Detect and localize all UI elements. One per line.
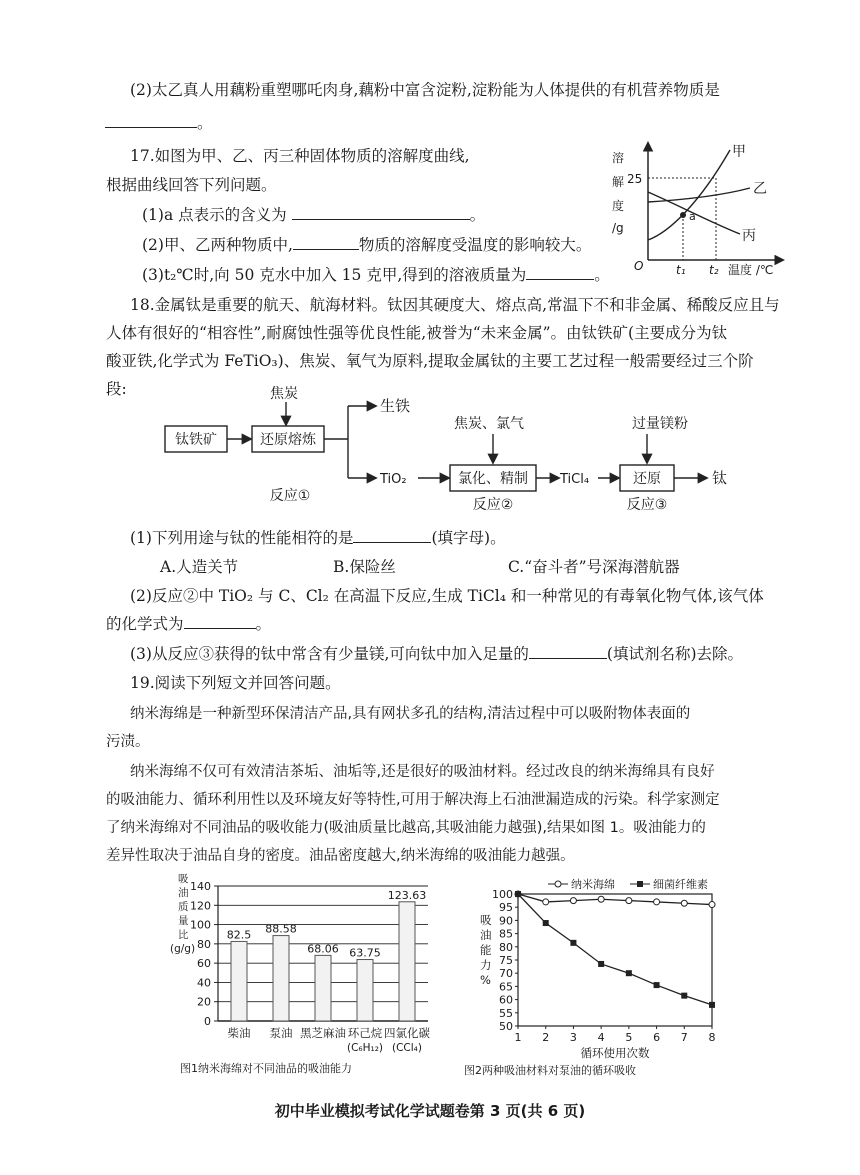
ylabel-3: 度 bbox=[612, 199, 625, 213]
y-tick-label: 100 bbox=[492, 888, 513, 901]
data-point-series-1 bbox=[515, 891, 521, 897]
q18-p3-text: (3)从反应③获得的钛中常含有少量镁,可向钛中加入足量的 bbox=[130, 645, 529, 663]
figure2-line-chart bbox=[460, 872, 740, 1082]
x-tick-label: 3 bbox=[569, 1031, 577, 1044]
option-a: A.人造关节 bbox=[160, 558, 239, 576]
y-axis-label-char: (g/g) bbox=[170, 943, 196, 955]
q16-answer-line bbox=[105, 113, 213, 133]
y-axis-label-char: 量 bbox=[178, 915, 189, 927]
data-point-series-1 bbox=[681, 993, 687, 999]
y-tick-label: 75 bbox=[499, 954, 513, 967]
solubility-curve-graph bbox=[600, 140, 800, 285]
reaction-1-label: 反应① bbox=[269, 488, 311, 504]
q18-part2-line2 bbox=[106, 614, 271, 634]
q17-intro-2: 根据曲线回答下列问题。 bbox=[106, 176, 277, 194]
x-tick-label: 4 bbox=[597, 1031, 605, 1044]
data-point-series-0 bbox=[626, 898, 632, 904]
y-axis-label-char: 能 bbox=[480, 943, 492, 957]
x-tick-sublabel: (C₆H₁₂) bbox=[346, 1042, 384, 1054]
q17-p1-text: (1)a 点表示的含义为 bbox=[142, 206, 287, 224]
origin-label: O bbox=[634, 259, 644, 273]
label-t2: t₂ bbox=[709, 263, 719, 277]
data-point-series-1 bbox=[626, 970, 632, 976]
q18-p1-post: (填字母)。 bbox=[431, 529, 506, 547]
period: 。 bbox=[469, 206, 486, 224]
q19-para2-l1: 纳米海绵不仅可有效清洁茶垢、油垢等,还是很好的吸油材料。经过改良的纳米海绵具有良好 bbox=[130, 764, 715, 780]
answer-blank[interactable] bbox=[353, 528, 431, 543]
point-a bbox=[680, 212, 686, 218]
plot-frame bbox=[518, 894, 712, 1026]
y-tick-label: 80 bbox=[197, 937, 211, 951]
q19-para2-l3: 了纳米海绵对不同油品的吸收能力(吸油质量比越高,其吸油能力越强),结果如图 1。吸油能力的 bbox=[106, 820, 706, 836]
x-tick-label: 柴油 bbox=[227, 1026, 251, 1040]
titanium-process-flow bbox=[150, 378, 750, 518]
y-tick-label: 20 bbox=[197, 995, 211, 1009]
bar bbox=[315, 955, 331, 1021]
answer-blank[interactable] bbox=[293, 235, 359, 250]
label-t1: t₁ bbox=[676, 263, 686, 277]
x-tick-label: 7 bbox=[680, 1031, 688, 1044]
bar-value-label: 123.63 bbox=[387, 888, 427, 902]
data-point-series-1 bbox=[709, 1002, 715, 1008]
label-jia: 甲 bbox=[732, 144, 746, 160]
answer-blank[interactable] bbox=[184, 614, 256, 629]
q17-part2 bbox=[142, 235, 591, 255]
y-tick-label: 140 bbox=[190, 880, 211, 893]
bar-value-label: 88.58 bbox=[265, 922, 297, 936]
y-axis-label-char: 油 bbox=[480, 928, 492, 942]
q17-p2-post: 物质的溶解度受温度的影响较大。 bbox=[358, 236, 592, 254]
mg-label: 过量镁粉 bbox=[632, 416, 688, 432]
q18-line-1: 18.金属钛是重要的航天、航海材料。钛因其硬度大、熔点高,常温下不和非金属、稀酸反应且与 bbox=[130, 296, 780, 314]
q18-p3-post: (填试剂名称)去除。 bbox=[606, 645, 743, 663]
x-tick-label: 8 bbox=[708, 1031, 716, 1044]
ylabel-4: /g bbox=[612, 221, 624, 235]
label-bing: 丙 bbox=[742, 228, 756, 244]
reduce-label: 还原 bbox=[633, 471, 661, 487]
y-axis-label-char: 比 bbox=[178, 929, 189, 941]
q18-part2-line1: (2)反应②中 TiO₂ 与 C、Cl₂ 在高温下反应,生成 TiCl₄ 和一种常见的有毒氧化物气体,该气体 bbox=[130, 587, 764, 605]
x-axis-label: 温度 /℃ bbox=[728, 263, 774, 277]
legend-label-series-0: 纳米海绵 bbox=[571, 878, 615, 891]
q18-line-2: 人体有很好的“相容性”,耐腐蚀性强等优良性能,被誉为“未来金属”。由钛铁矿(主要成分为钛 bbox=[106, 324, 728, 342]
data-point-series-1 bbox=[543, 920, 549, 926]
answer-blank[interactable] bbox=[529, 644, 607, 659]
x-tick-label: 1 bbox=[514, 1031, 522, 1044]
bar bbox=[273, 936, 289, 1021]
series-line-1 bbox=[518, 894, 712, 1005]
q18-p1-text: (1)下列用途与钛的性能相符的是 bbox=[130, 529, 354, 547]
figure1-bar-chart bbox=[168, 872, 458, 1082]
legend-marker-series-0 bbox=[555, 881, 561, 887]
label-yi: 乙 bbox=[753, 181, 767, 197]
ti-label: 钛 bbox=[712, 469, 728, 487]
x-axis-label: 循环使用次数 bbox=[580, 1046, 650, 1060]
curve-yi bbox=[648, 188, 750, 202]
bar-value-label: 82.5 bbox=[226, 928, 252, 942]
q17-intro-1: 17.如图为甲、乙、丙三种固体物质的溶解度曲线, bbox=[130, 147, 470, 165]
y-tick-label: 80 bbox=[499, 940, 513, 954]
x-tick-label: 黑芝麻油 bbox=[300, 1026, 346, 1040]
period: 。 bbox=[255, 615, 272, 633]
answer-blank[interactable] bbox=[526, 265, 594, 280]
data-point-series-0 bbox=[709, 902, 715, 908]
legend-label-series-1: 细菌纤维素 bbox=[653, 878, 708, 891]
data-point-series-0 bbox=[570, 898, 576, 904]
y-tick-label: 55 bbox=[499, 1006, 513, 1020]
data-point-series-1 bbox=[598, 961, 604, 967]
y-tick-label: 95 bbox=[499, 901, 513, 915]
tio2-label: TiO₂ bbox=[380, 472, 407, 487]
y-tick-label: 85 bbox=[499, 927, 513, 941]
ylabel-2: 解 bbox=[612, 175, 625, 189]
q19-para2-l4: 差异性取决于油品自身的密度。油品密度越大,纳米海绵的吸油能力越强。 bbox=[106, 848, 575, 864]
q18-p2-text: 的化学式为 bbox=[106, 615, 184, 633]
q17-p3-text: (3)t₂℃时,向 50 克水中加入 15 克甲,得到的溶液质量为 bbox=[142, 266, 527, 284]
q19-para1-l2: 污渍。 bbox=[106, 734, 150, 750]
reaction-3-label: 反应③ bbox=[626, 497, 668, 513]
ylabel-1: 溶 bbox=[612, 151, 625, 165]
y-axis-label-char: 质 bbox=[178, 901, 189, 913]
data-point-series-0 bbox=[543, 899, 549, 905]
y-axis-label-char: 吸 bbox=[480, 913, 492, 927]
q17-p2-pre: (2)甲、乙两种物质中, bbox=[142, 236, 293, 254]
y-tick-label: 60 bbox=[499, 993, 513, 1007]
y-tick-label: 50 bbox=[499, 1020, 513, 1033]
x-tick-label: 2 bbox=[542, 1031, 550, 1044]
bar bbox=[231, 941, 247, 1021]
pig-iron-label: 生铁 bbox=[380, 397, 411, 415]
bar bbox=[399, 902, 415, 1021]
figure1-caption: 图1纳米海绵对不同油品的吸油能力 bbox=[180, 1062, 352, 1075]
coke-label: 焦炭 bbox=[270, 386, 298, 402]
period: 。 bbox=[594, 266, 610, 284]
option-b: B.保险丝 bbox=[333, 558, 396, 576]
x-tick-label: 四氯化碳 bbox=[384, 1026, 430, 1040]
q18-part1 bbox=[130, 528, 506, 548]
data-point-series-0 bbox=[654, 899, 660, 905]
period: 。 bbox=[197, 114, 213, 132]
q17-part3 bbox=[142, 265, 610, 285]
y-tick-label: 120 bbox=[190, 899, 211, 913]
bar bbox=[357, 960, 373, 1021]
y-axis-label-char: 吸 bbox=[178, 873, 189, 885]
y-tick-label: 40 bbox=[197, 976, 211, 990]
q18-line-3: 酸亚铁,化学式为 FeTiO₃)、焦炭、氧气为原料,提取金属钛的主要工艺过程一般需要经过三个阶 bbox=[106, 352, 754, 370]
bar-value-label: 63.75 bbox=[349, 946, 381, 960]
answer-blank[interactable] bbox=[292, 205, 470, 220]
q18-options bbox=[160, 557, 680, 577]
q18-line-4: 段: bbox=[106, 380, 127, 398]
y-tick-25: 25 bbox=[627, 172, 643, 186]
x-tick-label: 环己烷 bbox=[347, 1026, 383, 1040]
x-tick-label: 泵油 bbox=[269, 1026, 293, 1040]
data-point-series-1 bbox=[570, 940, 576, 946]
y-tick-label: 65 bbox=[499, 980, 513, 994]
option-c: C.“奋斗者”号深海潜航器 bbox=[508, 558, 680, 576]
chlor-label: 氯化、精制 bbox=[458, 471, 528, 487]
y-tick-label: 0 bbox=[204, 1015, 211, 1028]
answer-blank[interactable] bbox=[105, 113, 197, 128]
y-tick-label: 90 bbox=[499, 914, 513, 928]
y-axis-label-char: 油 bbox=[178, 887, 189, 899]
y-tick-label: 60 bbox=[197, 957, 211, 971]
ticl4-label: TiCl₄ bbox=[560, 472, 590, 487]
data-point-series-0 bbox=[681, 900, 687, 906]
q19-para2-l2: 的吸油能力、循环利用性以及环境友好等特性,可用于解决海上石油泄漏造成的污染。科学家测定 bbox=[106, 792, 720, 808]
data-point-series-0 bbox=[598, 896, 604, 902]
point-a-label: a bbox=[689, 210, 696, 223]
figure2-caption: 图2两种吸油材料对泵油的循环吸收 bbox=[464, 1064, 636, 1077]
y-tick-label: 70 bbox=[499, 967, 513, 981]
x-tick-sublabel: (CCl₄) bbox=[392, 1042, 422, 1054]
q18-part3 bbox=[130, 644, 743, 664]
reaction-2-label: 反应② bbox=[472, 497, 514, 513]
y-tick-label: 100 bbox=[190, 918, 211, 932]
data-point-series-1 bbox=[654, 982, 660, 988]
legend-marker-series-1 bbox=[637, 881, 643, 887]
bar-value-label: 68.06 bbox=[307, 942, 339, 956]
y-axis-label-char: 力 bbox=[480, 958, 492, 972]
q17-part1 bbox=[142, 205, 485, 225]
q16-part2: (2)太乙真人用藕粉重塑哪吒肉身,藕粉中富含淀粉,淀粉能为人体提供的有机营养物质是 bbox=[130, 81, 720, 99]
q19-title: 19.阅读下列短文并回答问题。 bbox=[130, 674, 341, 692]
x-tick-label: 5 bbox=[625, 1031, 633, 1044]
reduce-smelt-label: 还原熔炼 bbox=[260, 432, 316, 448]
x-tick-label: 6 bbox=[653, 1031, 661, 1044]
coke-cl-label: 焦炭、氯气 bbox=[454, 416, 524, 432]
y-axis-label-char: % bbox=[480, 973, 491, 987]
q19-para1-l1: 纳米海绵是一种新型环保清洁产品,具有网状多孔的结构,清洁过程中可以吸附物体表面的 bbox=[130, 706, 691, 722]
ore-label: 钛铁矿 bbox=[175, 432, 217, 448]
page-footer: 初中毕业模拟考试化学试题卷第 3 页(共 6 页) bbox=[274, 1102, 586, 1120]
